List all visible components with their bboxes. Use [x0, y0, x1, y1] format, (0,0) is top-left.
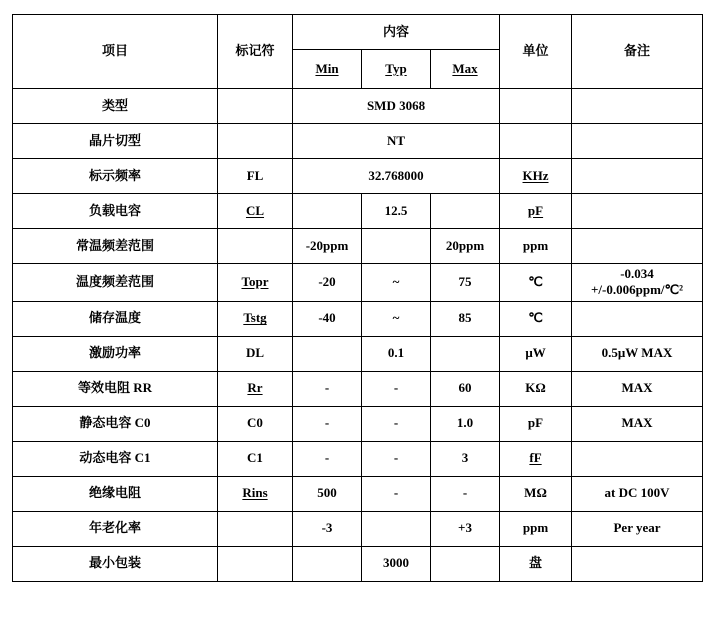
row-typ [362, 511, 431, 546]
row-typ: - [362, 441, 431, 476]
row-symbol: C0 [218, 406, 293, 441]
row-label: 静态电容 C0 [13, 406, 218, 441]
row-symbol: DL [218, 336, 293, 371]
row-typ: 3000 [362, 546, 431, 581]
row-symbol: C1 [218, 441, 293, 476]
row-remark: Per year [572, 511, 703, 546]
row-max: 1.0 [431, 406, 500, 441]
row-label: 动态电容 C1 [13, 441, 218, 476]
row-symbol [218, 229, 293, 264]
header-symbol: 标记符 [218, 15, 293, 89]
row-label: 绝缘电阻 [13, 476, 218, 511]
table-row [13, 546, 703, 581]
row-content-span: 32.768000 [293, 159, 500, 194]
row-content-span: SMD 3068 [293, 89, 500, 124]
table-header [13, 15, 703, 89]
row-min [293, 546, 362, 581]
table-row [13, 229, 703, 264]
row-unit: ℃ [500, 264, 572, 302]
row-unit: KΩ [500, 371, 572, 406]
row-min [293, 194, 362, 229]
row-unit: pF [500, 194, 572, 229]
row-max: - [431, 476, 500, 511]
row-typ: ~ [362, 301, 431, 336]
remark-line-2: +/-0.006ppm/℃² [591, 282, 684, 298]
header-typ: Typ [362, 50, 431, 89]
table-row [13, 476, 703, 511]
header-min: Min [293, 50, 362, 89]
table-row [13, 301, 703, 336]
row-remark: at DC 100V [572, 476, 703, 511]
row-max: +3 [431, 511, 500, 546]
row-min: - [293, 406, 362, 441]
row-typ: 0.1 [362, 336, 431, 371]
row-min: -20 [293, 264, 362, 302]
row-max: 85 [431, 301, 500, 336]
header-remark: 备注 [572, 15, 703, 89]
table-row [13, 406, 703, 441]
header-max: Max [431, 50, 500, 89]
row-symbol: CL [218, 194, 293, 229]
row-symbol: Topr [218, 264, 293, 302]
row-typ: - [362, 476, 431, 511]
row-min: - [293, 441, 362, 476]
row-remark [572, 264, 703, 302]
table-row [13, 159, 703, 194]
row-unit [500, 124, 572, 159]
row-unit: KHz [500, 159, 572, 194]
row-unit: fF [500, 441, 572, 476]
crystal-spec-table [12, 14, 703, 582]
row-min: -20ppm [293, 229, 362, 264]
table-row [13, 89, 703, 124]
row-symbol: Tstg [218, 301, 293, 336]
header-item: 项目 [13, 15, 218, 89]
row-label: 激励功率 [13, 336, 218, 371]
row-symbol: FL [218, 159, 293, 194]
table-row [13, 371, 703, 406]
table-body [13, 89, 703, 582]
row-min [293, 336, 362, 371]
row-symbol [218, 546, 293, 581]
row-min: 500 [293, 476, 362, 511]
row-max: 75 [431, 264, 500, 302]
row-label: 负载电容 [13, 194, 218, 229]
row-typ: ~ [362, 264, 431, 302]
row-typ: - [362, 371, 431, 406]
table-row [13, 194, 703, 229]
row-typ [362, 229, 431, 264]
row-label: 常温频差范围 [13, 229, 218, 264]
table-row [13, 511, 703, 546]
row-max [431, 336, 500, 371]
row-remark [572, 546, 703, 581]
row-label: 温度频差范围 [13, 264, 218, 302]
row-label: 等效电阻 RR [13, 371, 218, 406]
row-unit: MΩ [500, 476, 572, 511]
row-min: -3 [293, 511, 362, 546]
row-remark [572, 194, 703, 229]
row-label: 晶片切型 [13, 124, 218, 159]
header-unit: 单位 [500, 15, 572, 89]
row-symbol [218, 124, 293, 159]
row-max [431, 546, 500, 581]
table-row [13, 336, 703, 371]
row-unit: pF [500, 406, 572, 441]
row-max [431, 194, 500, 229]
row-remark [572, 301, 703, 336]
row-symbol [218, 511, 293, 546]
row-unit: 盘 [500, 546, 572, 581]
row-label: 最小包装 [13, 546, 218, 581]
header-content: 内容 [293, 15, 500, 50]
table-row [13, 264, 703, 302]
row-remark [572, 159, 703, 194]
row-max: 60 [431, 371, 500, 406]
row-symbol [218, 89, 293, 124]
row-remark: MAX [572, 371, 703, 406]
remark-line-1: -0.034 [620, 266, 654, 281]
row-label: 储存温度 [13, 301, 218, 336]
row-typ: 12.5 [362, 194, 431, 229]
table-row [13, 124, 703, 159]
row-symbol: Rr [218, 371, 293, 406]
row-min: - [293, 371, 362, 406]
row-label: 标示频率 [13, 159, 218, 194]
row-unit: ppm [500, 511, 572, 546]
header-row-main [13, 15, 703, 50]
row-label: 类型 [13, 89, 218, 124]
row-content-span: NT [293, 124, 500, 159]
row-remark [572, 229, 703, 264]
row-unit: ℃ [500, 301, 572, 336]
row-typ: - [362, 406, 431, 441]
table-row [13, 441, 703, 476]
row-unit: μW [500, 336, 572, 371]
row-remark [572, 441, 703, 476]
row-remark [572, 89, 703, 124]
row-remark [572, 124, 703, 159]
row-unit [500, 89, 572, 124]
row-remark: 0.5μW MAX [572, 336, 703, 371]
row-remark: MAX [572, 406, 703, 441]
row-label: 年老化率 [13, 511, 218, 546]
row-max: 20ppm [431, 229, 500, 264]
row-max: 3 [431, 441, 500, 476]
row-unit: ppm [500, 229, 572, 264]
row-min: -40 [293, 301, 362, 336]
row-symbol: Rins [218, 476, 293, 511]
